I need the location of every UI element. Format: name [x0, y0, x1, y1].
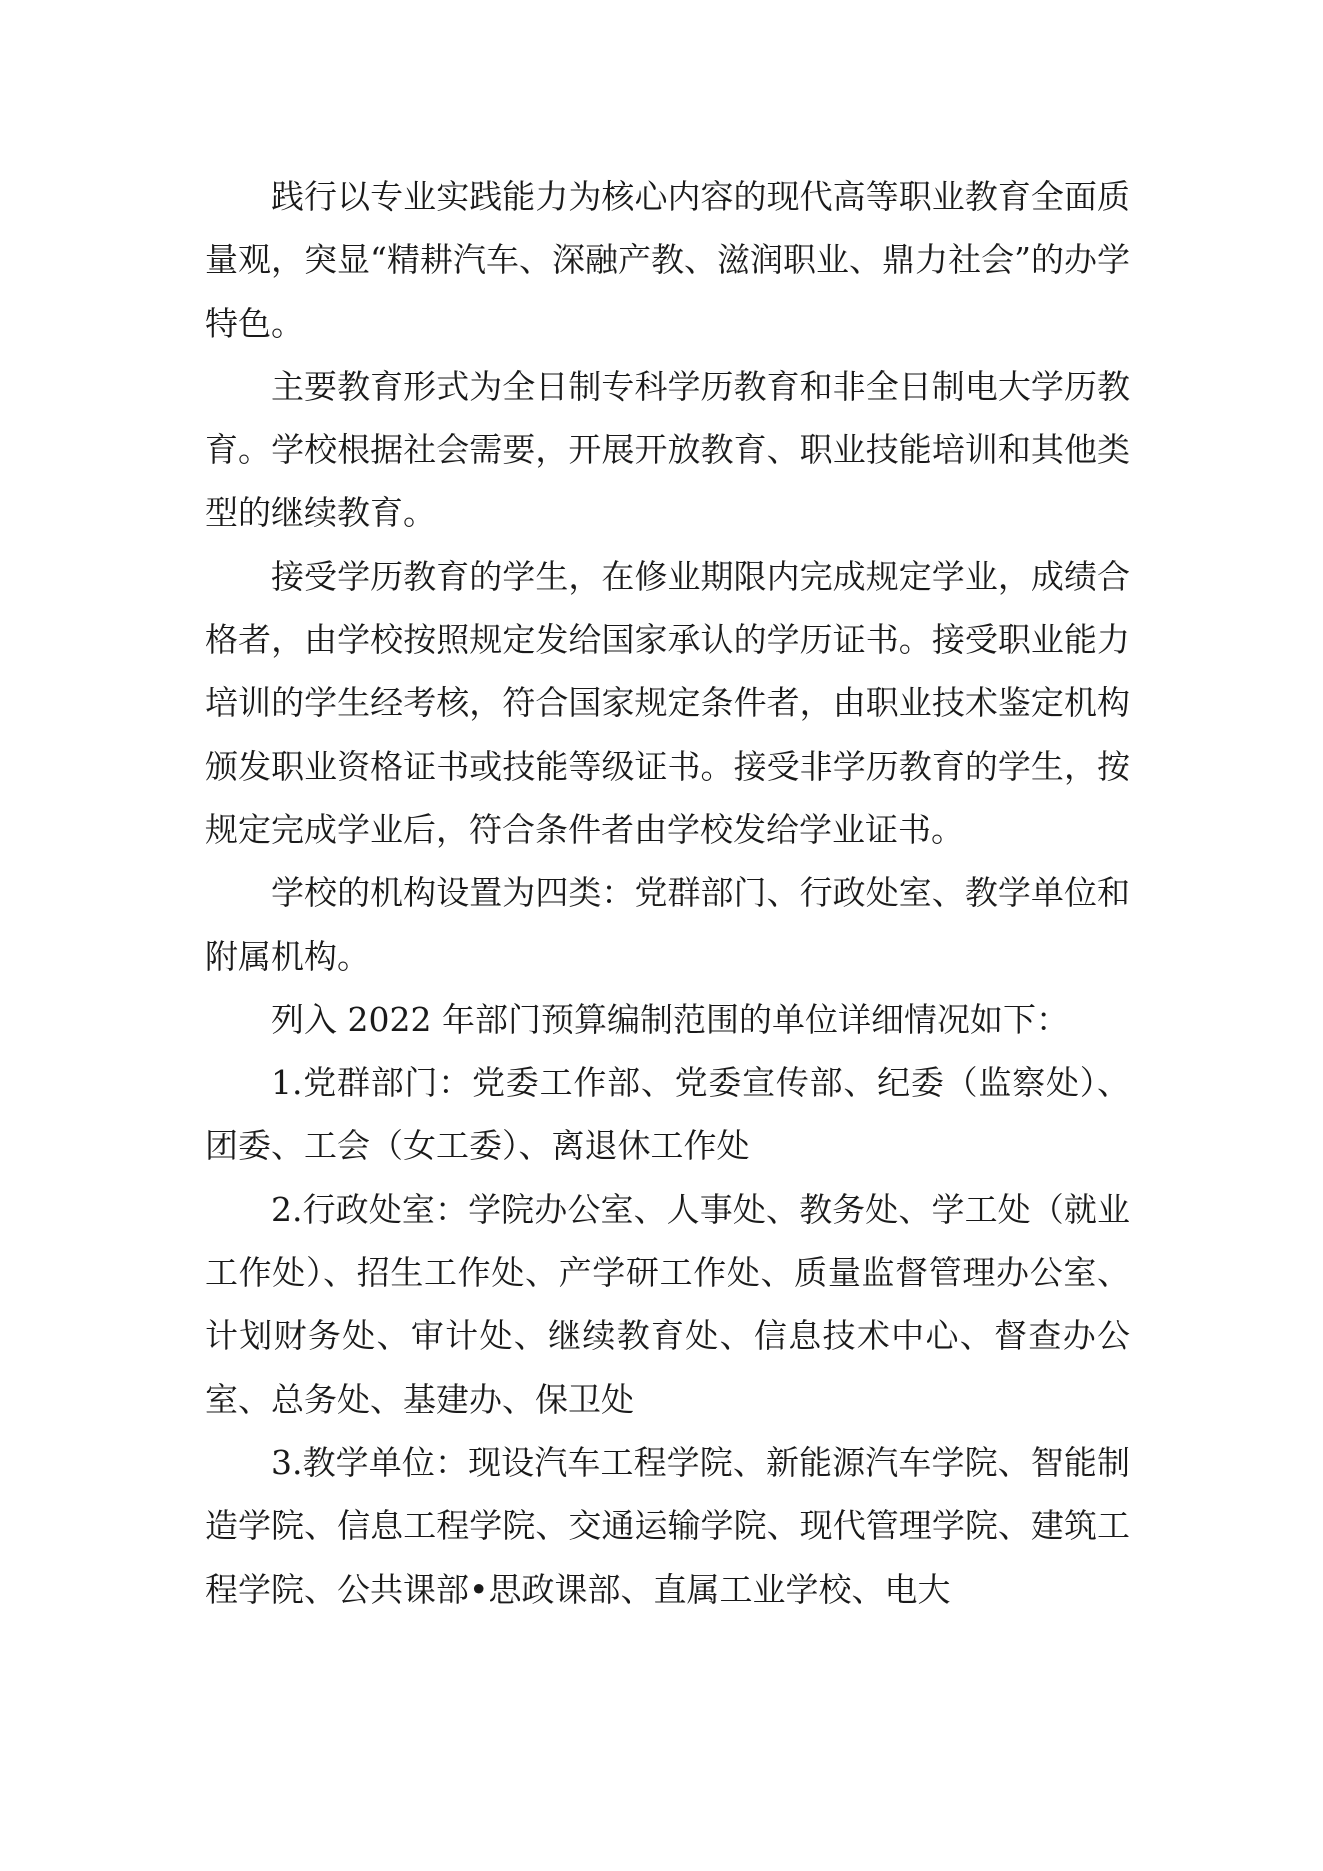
- paragraph-budget-scope: 列入 2022 年部门预算编制范围的单位详细情况如下：: [271, 999, 1069, 1039]
- paragraph-education-forms: 主要教育形式为全日制专科学历教育和非全日制电大学历教育。学校根据社会需要，开展开放教育、职业技能培训和其他类型的继续教育。: [205, 366, 1130, 533]
- paragraph-institution-structure: 学校的机构设置为四类：党群部门、行政处室、教学单位和附属机构。: [205, 873, 1130, 976]
- document-body: [205, 165, 1130, 1621]
- paragraph-education-quality: 践行以专业实践能力为核心内容的现代高等职业教育全面质量观，突显“精耕汽车、深融产教、滋润职业、鼎力社会”的办学特色。: [205, 177, 1130, 343]
- paragraph-party-departments: 1.党群部门：党委工作部、党委宣传部、纪委（监察处）、团委、工会（女工委）、离退休工作处: [205, 1063, 1130, 1166]
- paragraph-administrative-offices: 2.行政处室：学院办公室、人事处、教务处、学工处（就业工作处）、招生工作处、产学研工作处、质量监督管理办公室、计划财务处、审计处、继续教育处、信息技术中心、督查办公室、总务处、基建办、保卫处: [205, 1189, 1130, 1419]
- paragraph-certificates: 接受学历教育的学生，在修业期限内完成规定学业，成绩合格者，由学校按照规定发给国家承认的学历证书。接受职业能力培训的学生经考核，符合国家规定条件者，由职业技术鉴定机构颁发职业资格证书或技能等级证书。接受非学历教育的学生，按规定完成学业后，符合条件者由学校发给学业证书。: [205, 556, 1130, 849]
- paragraph-teaching-units: 3.教学单位：现设汽车工程学院、新能源汽车学院、智能制造学院、信息工程学院、交通运输学院、现代管理学院、建筑工程学院、公共课部•思政课部、直属工业学校、电大: [205, 1442, 1130, 1609]
